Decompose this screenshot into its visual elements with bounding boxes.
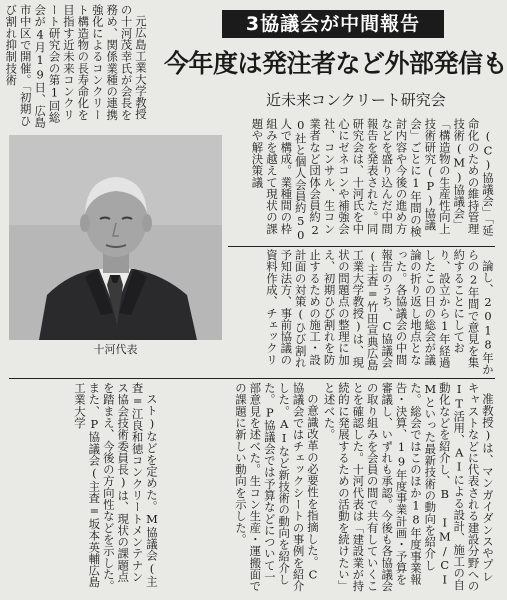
lead-paragraph: 元広島工業大学教授の十河茂幸氏が会長を務め、関係業種の連携強化によるコンクリート構造物の長寿命化を目指す近未来コンクリート研究会の第1回総会が4月19日、広島市中区で開催。「初期ひび割れ抑制技術 [4,4,148,129]
body-column-5 [323,382,495,594]
body-column-3 [9,382,159,594]
body-paragraph-3: スト)などを定めた。M協議会(主査=江良和徳コンクリートメンテナンス協会技術委員長)は、現状の課題点を踏まえ、今後の方向性などを示した。また、P協議会(主査=坂本英輔広島工業大学 [72,382,159,592]
body-paragraph-2: 論し、2018年からの2年間で意見を集約することにしており、設立から1年経過したこの日の総会が議論の折り返し地点となった。各協議会の中間報告のうち、C協議会(主査=竹田宣典広島工業大学教授)は、現状の問題点の整理に加え、初期ひび割れを防止するための施工・設計面の対策(ひび割れ予知法方、事前協議の資料作成、チェックリ [264,249,495,376]
body-column-4 [162,382,320,594]
subheadline: 近未来コンクリート研究会 [266,91,446,109]
body-column-1 [228,118,495,244]
lead-column [6,4,148,130]
headline: 今年度は発注者など外部発信も [164,49,507,78]
portrait-illustration [9,135,222,340]
bottom-divider [9,378,495,379]
body-column-2 [228,249,495,377]
body-paragraph-1: (C)協議会」「延命化のための維持管理技術(M)協議会」「構造物の生産性向上技術研究(P)協議会」ごとに1年間の検討内容や今後の進め方などを盛り込んだ中間報告を発表された。同研究会は、十河氏を中心にゼネコンや補強会社、コンサル、生コン業者など団体会員約20社と個人会員約50人で構成。業種間の枠組みを越えて現状の課題や解決策議 [250,118,495,243]
kicker-label: 3協議会が中間報告 [222,10,444,38]
column-divider [228,246,495,247]
portrait-photo [9,135,222,340]
photo-caption: 十河代表 [93,343,138,356]
body-paragraph-5: 准教授)は、マンガイダンスやプレキャストなどに代表される建設分野へのIT活用、AIによる設計、施工の自動化などを紹介し、B IM/CIMといった最新技術の動向を紹介した。総会ではこのほか18年度事業報告・決算、19年度事業計画・予算を審議し、いずれも承認。今後も各協議会の取り組みを会員の間で共有していくことを確認した。十河代表は「建設業が持続的に発展するための活動を続けたい」と述べた。 [322,382,495,592]
body-paragraph-4: の意識改革の必要性を指摘した。C協議会ではチェックシートの事例を紹介した。AIなど新技術の動向を紹介した。P協議会では予算などについて一部意見を述べた。生コン生産・運搬面での課題に新しい動向を示した。 [233,382,320,592]
